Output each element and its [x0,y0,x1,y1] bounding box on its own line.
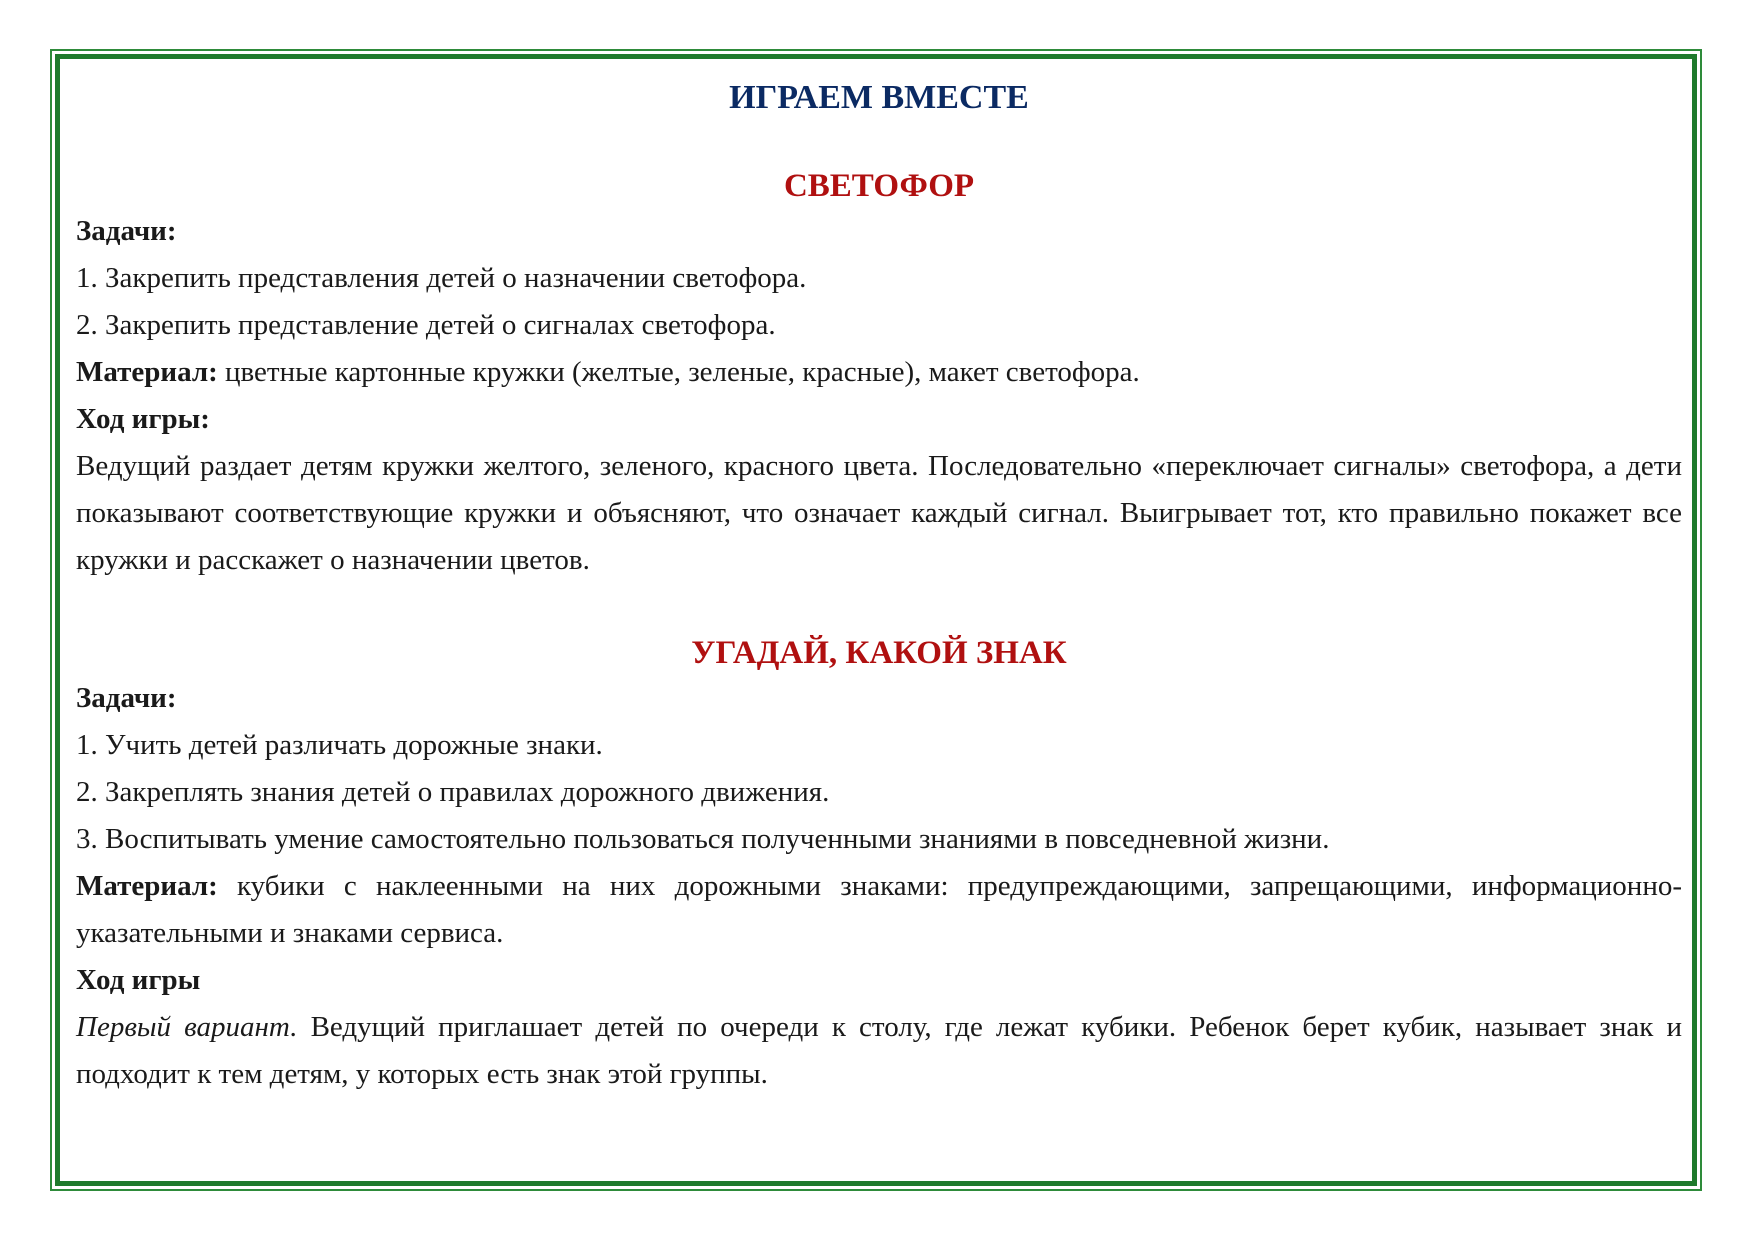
play-label: Ход игры [76,964,201,996]
play-text: Ведущий раздает детям кружки желтого, зеленого, красного цвета. Последовательно «переключает сигналы» светофора, а дети показывают соответствующие кружки и объясняют, что означает каждый сигнал. Выигрывает тот, кто правильно покажет все кружки и расскажет о назначении цветов. [76,450,1682,576]
game-section-traffic-light [76,164,1682,584]
game-title: УГАДАЙ, КАКОЙ ЗНАК [691,635,1067,671]
material-line [76,349,1682,396]
material-text: кубики с наклеенными на них дорожными знаками: предупреждающими, запрещающими, информационно-указательными и знаками сервиса. [76,870,1682,949]
tasks-label: Задачи: [76,682,177,714]
variant-text: Ведущий приглашает детей по очереди к столу, где лежат кубики. Ребенок берет кубик, называет знак и подходит к тем детям, у которых есть знак этой группы. [76,1011,1682,1090]
page-title: ИГРАЕМ ВМЕСТЕ [729,79,1029,116]
task-item: 2. Закреплять знания детей о правилах дорожного движения. [76,776,830,808]
material-line [76,863,1682,957]
variant-label: Первый вариант. [76,1011,298,1043]
game-section-guess-sign [76,631,1682,1098]
task-item: 3. Воспитывать умение самостоятельно пользоваться полученными знаниями в повседневной жизни. [76,823,1330,855]
document-content [76,70,1682,1098]
material-label: Материал: [76,870,218,902]
task-item: 2. Закрепить представление детей о сигналах светофора. [76,309,776,341]
play-text [76,1004,1682,1098]
game-title: СВЕТОФОР [783,168,975,204]
tasks-label: Задачи: [76,215,177,247]
material-text: цветные картонные кружки (желтые, зеленые, красные), макет светофора. [217,356,1140,388]
task-item: 1. Закрепить представления детей о назначении светофора. [76,262,807,294]
task-item: 1. Учить детей различать дорожные знаки. [76,729,603,761]
play-label: Ход игры: [76,403,210,435]
material-label: Материал: [76,356,218,388]
